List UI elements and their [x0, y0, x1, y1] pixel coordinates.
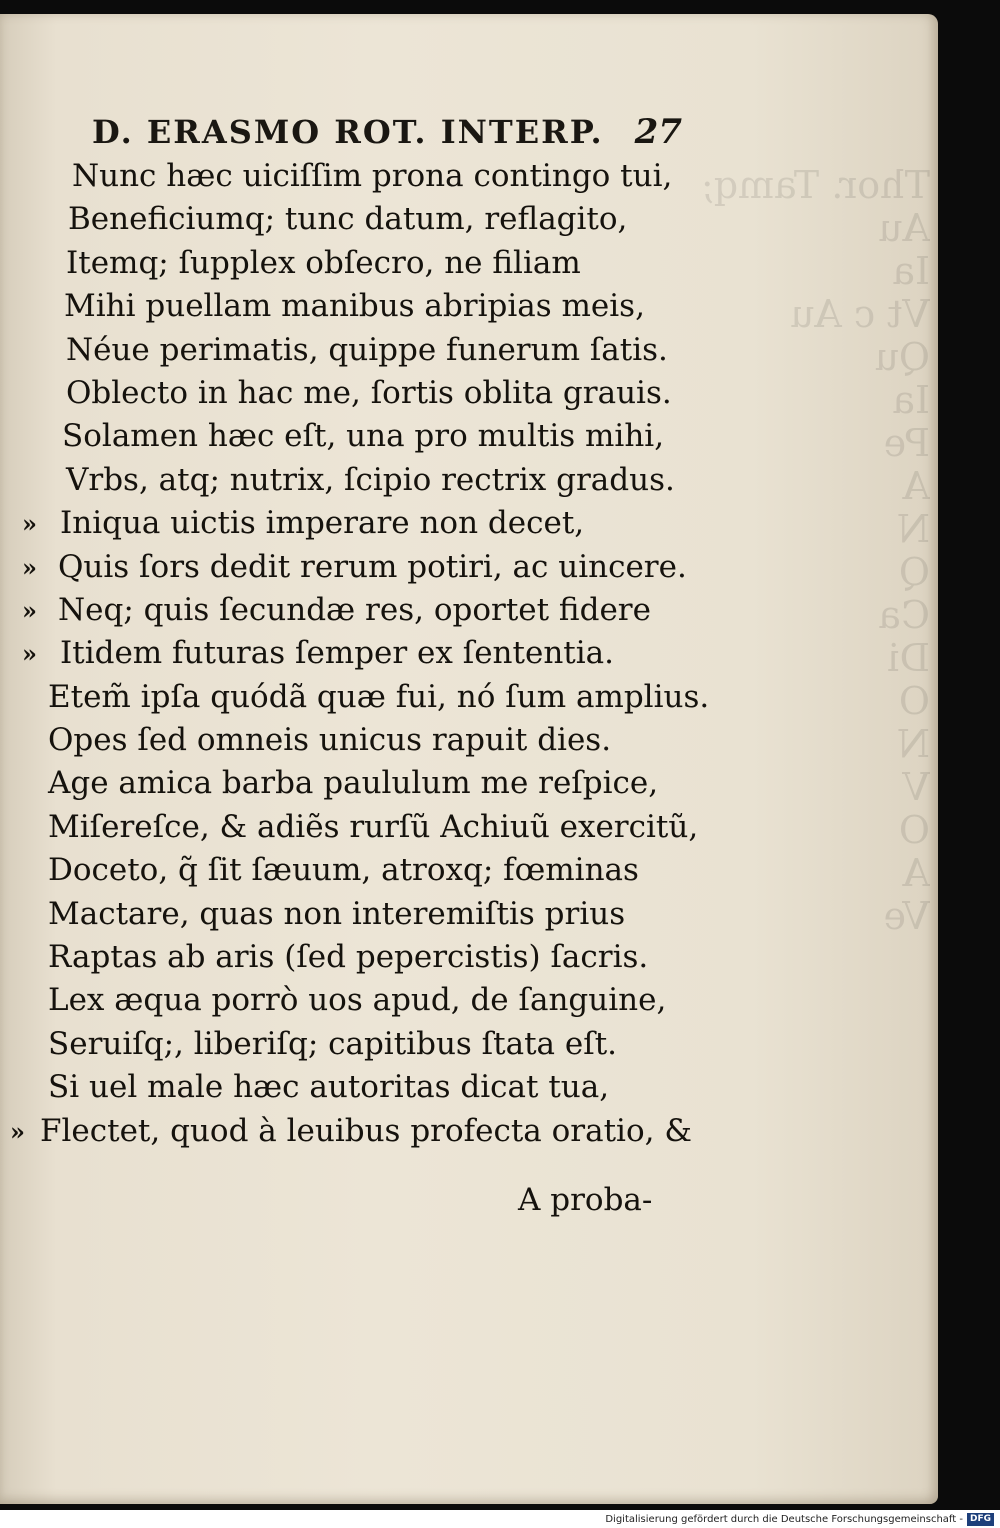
- verse-line-text: Flectet, quod à leuibus profecta oratio, &: [40, 1112, 692, 1149]
- verse-line: [0, 936, 700, 979]
- verse-line: [0, 372, 700, 415]
- verse-line: [0, 719, 700, 762]
- gnomic-marker: »: [22, 509, 37, 539]
- verse-line-text: Age amica barba paululum me reſpice,: [48, 765, 659, 802]
- verse-line-text: Neq; quis ſecundæ res, oportet fidere: [58, 591, 651, 628]
- verse-line: [0, 849, 700, 892]
- verse-line-text: Lex æqua porrò uos apud, de ſanguine,: [48, 982, 667, 1019]
- verse-line: [0, 979, 700, 1022]
- verse-line: [0, 1066, 700, 1109]
- verse-line: [0, 415, 700, 458]
- verse-line-text: Oblecto in hac me, ſortis oblita grauis.: [66, 374, 672, 411]
- verse-line-text: Seruiſq;, liberiſq; capitibus ſtata eſt.: [48, 1025, 618, 1062]
- verse-line: [0, 806, 700, 849]
- running-title: D. ERASMO ROT. INTERP.: [92, 113, 604, 151]
- verse-line-text: Etem̃ ipſa quódã quæ fui, nó ſum amplius.: [48, 678, 710, 715]
- verse-line-text: Solamen hæc eſt, una pro multis mihi,: [62, 418, 665, 455]
- digitization-footer: [0, 1510, 1000, 1528]
- running-head: [92, 112, 682, 152]
- verse-line-text: Néue perimatis, quippe funerum ſatis.: [66, 331, 668, 368]
- verse-line: [0, 632, 700, 675]
- verse-line: [0, 589, 700, 632]
- verse-line: [0, 546, 700, 589]
- verse-line-text: Raptas ab aris (ſed pepercistis) ſacris.: [48, 939, 649, 976]
- funding-notice: Digitalisierung gefördert durch die Deutsche Forschungsgemeinschaft -: [605, 1513, 963, 1525]
- verse-line-text: Iniqua uictis imperare non decet,: [60, 505, 585, 542]
- show-through-from-verso: Thor. Tamq; Au Ia Vt c Au Qu Ia Pe A N Q Ca Di O N V O A Ve: [700, 164, 930, 938]
- verse-line-text: Opes ſed omneis unicus rapuit dies.: [48, 722, 612, 759]
- dfg-logo-icon: DFG: [967, 1513, 994, 1526]
- verse-line-text: Vrbs, atq; nutrix, ſcipio rectrix gradus.: [66, 461, 675, 498]
- verse-line-text: Quis ſors dedit rerum potiri, ac uincere.: [58, 548, 687, 585]
- verse-line-text: Miſereſce, & adiẽs rurſũ Achiuũ exercitũ,: [48, 808, 699, 845]
- verse-line: [0, 502, 700, 545]
- verse-line-text: Si uel male hæc autoritas dicat tua,: [48, 1069, 610, 1106]
- verse-line: [0, 198, 700, 241]
- verse-line: [0, 459, 700, 502]
- gnomic-marker: »: [22, 552, 37, 582]
- verse-line: [0, 285, 700, 328]
- verse-line-text: Itidem futuras ſemper ex ſententia.: [60, 635, 615, 672]
- verse-line: [0, 1110, 700, 1153]
- verse-line-text: Mihi puellam manibus abripias meis,: [64, 288, 645, 325]
- gnomic-marker: »: [22, 639, 37, 669]
- verse-line-text: Doceto, q̃ ſit ſæuum, atroxq; fœminas: [48, 852, 639, 889]
- verse-line: [0, 762, 700, 805]
- catchword: A proba-: [518, 1182, 653, 1218]
- verse-text-block: [0, 155, 710, 1153]
- verse-line: [0, 893, 700, 936]
- gnomic-marker: »: [22, 595, 37, 625]
- verse-line: [0, 676, 710, 719]
- verse-line: [0, 242, 700, 285]
- verse-line-text: Beneficiumq; tunc datum, reflagito,: [68, 201, 628, 238]
- page-number: 27: [634, 112, 682, 152]
- gnomic-marker: »: [10, 1116, 25, 1146]
- verse-line-text: Nunc hæc uiciſſim prona contingo tui,: [72, 158, 673, 194]
- verse-line: [0, 329, 700, 372]
- verse-line-text: Mactare, quas non interemiſtis prius: [48, 895, 626, 932]
- verse-line: [0, 1023, 700, 1066]
- verse-line: [0, 155, 700, 198]
- verse-line-text: Itemq; ſupplex obſecro, ne filiam: [66, 244, 581, 281]
